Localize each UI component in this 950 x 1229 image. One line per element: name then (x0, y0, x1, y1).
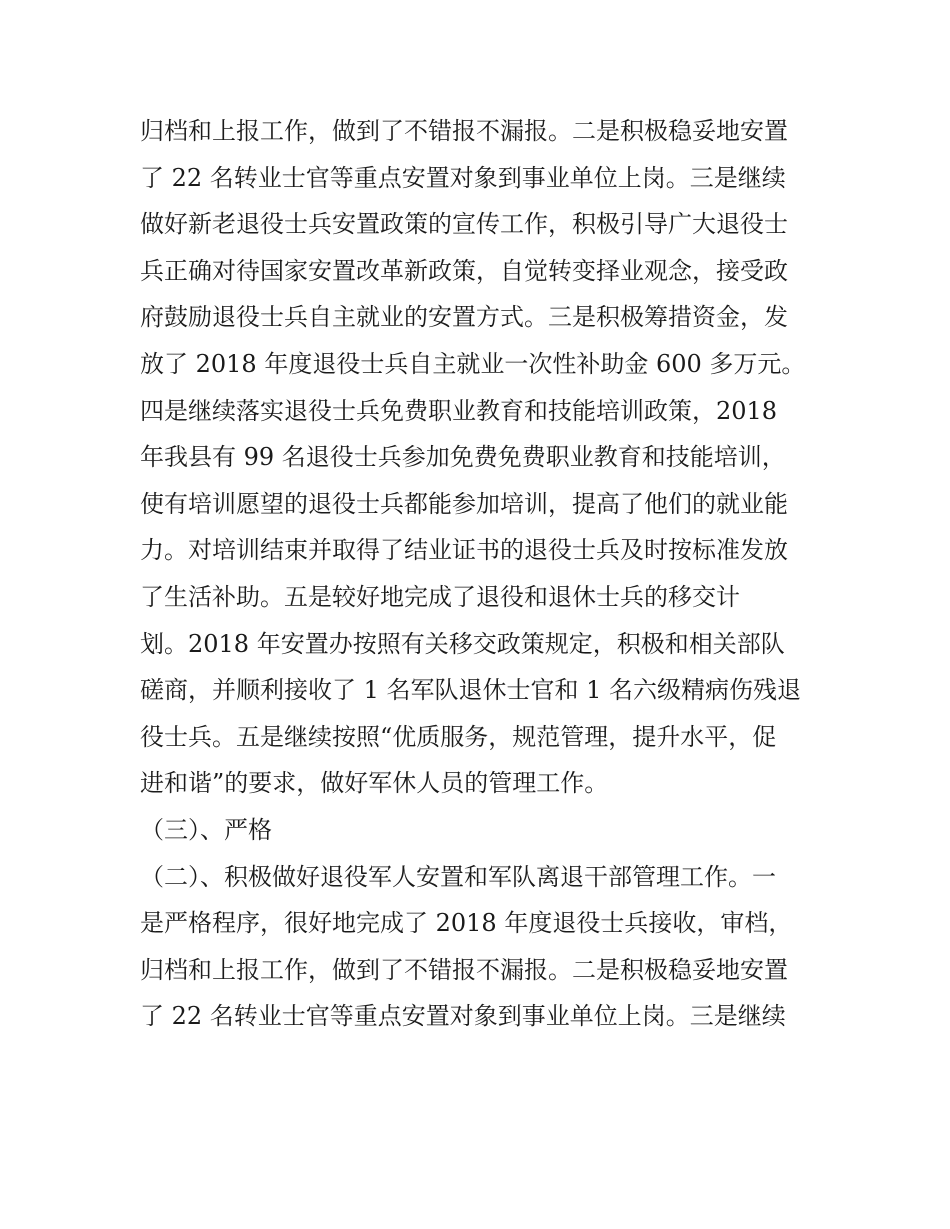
document-body (140, 108, 820, 1040)
text-line: 四是继续落实退役士兵免费职业教育和技能培训政策，2018 (140, 396, 778, 425)
text-line: 府鼓励退役士兵自主就业的安置方式。三是积极筹措资金，发 (140, 303, 788, 332)
section-heading: （二）、积极做好退役军人安置和军队离退干部管理工作。一 (140, 862, 776, 891)
text-line: 力。对培训结束并取得了结业证书的退役士兵及时按标准发放 (140, 536, 788, 565)
text-line: 磋商，并顺利接收了 1 名军队退休士官和 1 名六级精病伤残退 (140, 676, 802, 705)
section-heading: （三）、严格 (140, 815, 272, 844)
text-line: 了 22 名转业士官等重点安置对象到事业单位上岗。三是继续 (140, 163, 786, 192)
text-line: 年我县有 99 名退役士兵参加免费免费职业教育和技能培训， (140, 443, 786, 472)
text-line: 了 22 名转业士官等重点安置对象到事业单位上岗。三是继续 (140, 1002, 786, 1031)
text-line: 放了 2018 年度退役士兵自主就业一次性补助金 600 多万元。 (140, 349, 806, 378)
text-line: 是严格程序，很好地完成了 2018 年度退役士兵接收，审档， (140, 909, 793, 938)
text-line: 归档和上报工作，做到了不错报不漏报。二是积极稳妥地安置 (140, 117, 788, 145)
text-line: 了生活补助。五是较好地完成了退役和退休士兵的移交计 (140, 582, 740, 611)
text-line: 进和谐”的要求，做好军休人员的管理工作。 (140, 769, 609, 798)
text-line: 役士兵。五是继续按照“优质服务，规范管理，提升水平，促 (140, 722, 777, 751)
text-line: 归档和上报工作，做到了不错报不漏报。二是积极稳妥地安置 (140, 955, 788, 984)
text-line: 使有培训愿望的退役士兵都能参加培训，提高了他们的就业能 (140, 489, 788, 518)
text-line: 做好新老退役士兵安置政策的宣传工作，积极引导广大退役士 (140, 210, 788, 239)
text-line: 划。2018 年安置办按照有关移交政策规定，积极和相关部队 (140, 629, 785, 658)
text-line: 兵正确对待国家安置改革新政策，自觉转变择业观念，接受政 (140, 256, 788, 285)
